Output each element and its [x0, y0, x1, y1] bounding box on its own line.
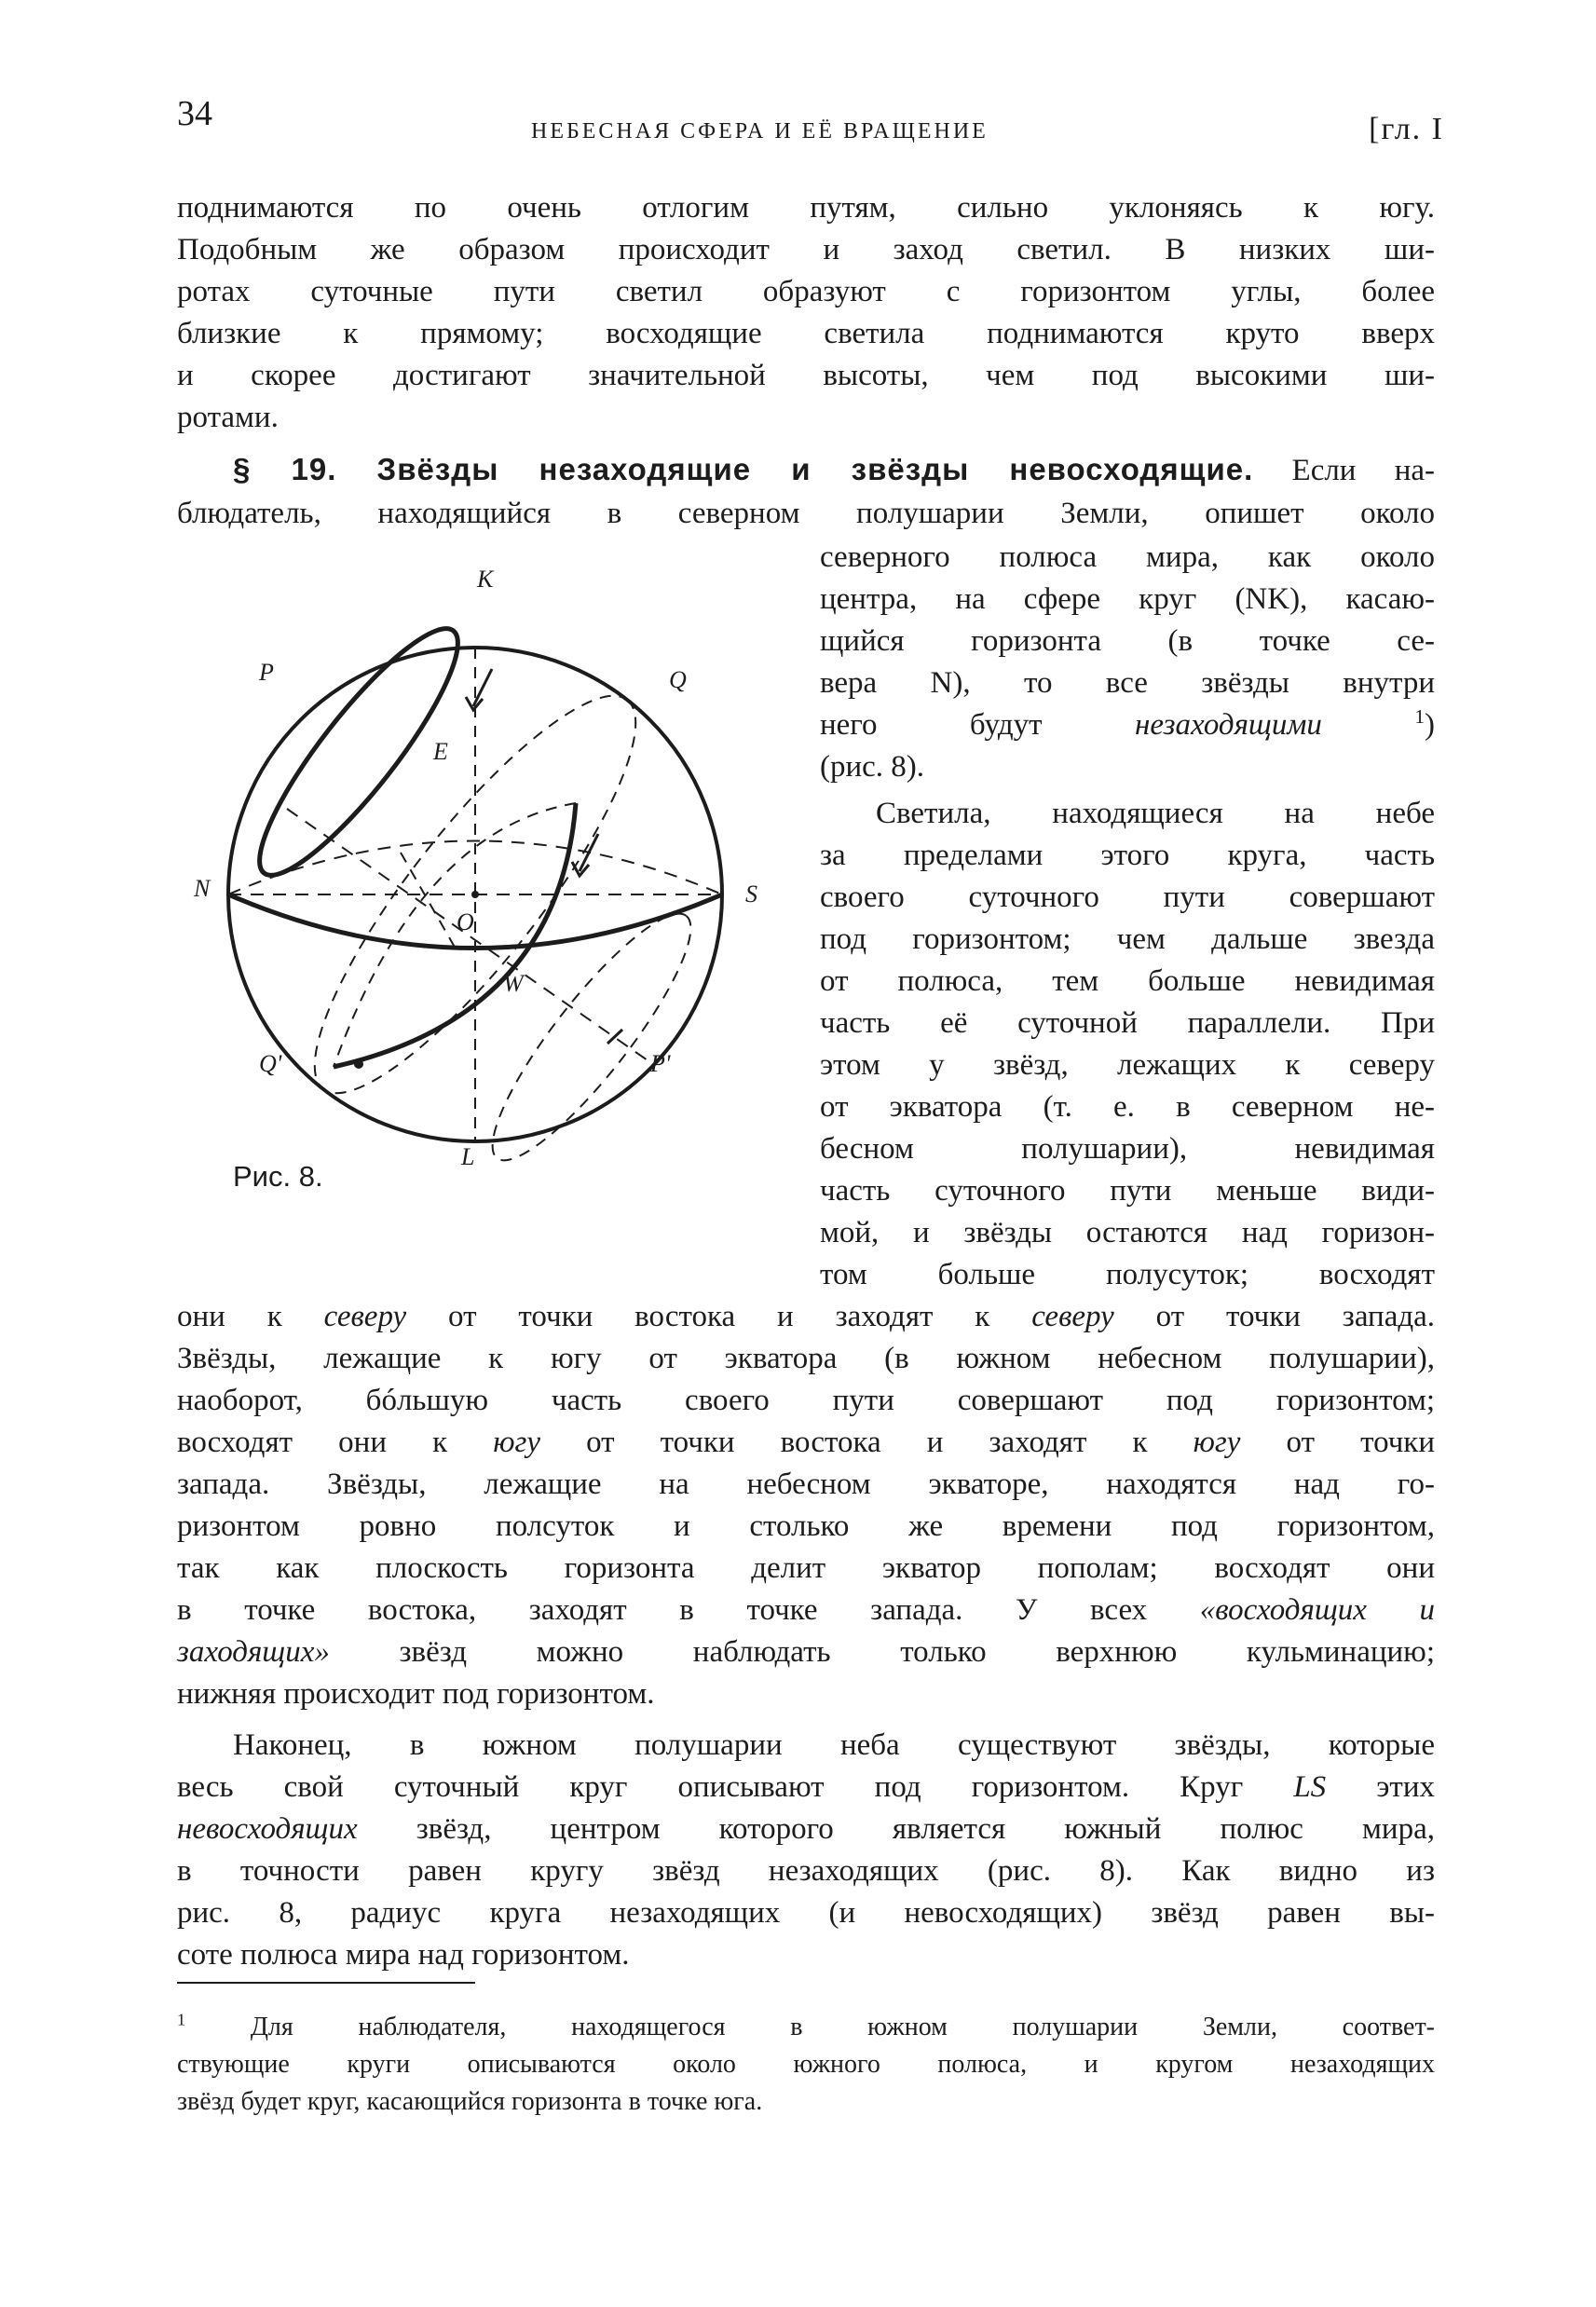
term-severu: северу: [1031, 1300, 1114, 1333]
text-line: (рис. 8).: [820, 750, 925, 784]
text-line: рис. 8, радиус круга незаходящих (и невосходящих) звёзд равен вы-: [177, 1896, 1435, 1930]
text-line: в точности равен кругу звёзд незаходящих (рис. 8). Как видно из: [177, 1854, 1435, 1888]
text-line: весь свой суточный круг описывают под горизонтом. Круг LS этих: [177, 1770, 1435, 1804]
running-title: НЕБЕСНАЯ СФЕРА И ЕЁ ВРАЩЕНИЕ: [531, 119, 989, 143]
text-line: часть суточного пути меньше види-: [820, 1174, 1435, 1208]
text-line: так как плоскость горизонта делит экватор пополам; восходят они: [177, 1551, 1435, 1585]
text-line: под горизонтом; чем дальше звезда: [820, 922, 1435, 956]
text-line: Светила, находящиеся на небе: [876, 797, 1435, 830]
label-q-prime: Q': [259, 1050, 282, 1077]
text-line: северного полюса мира, как около: [820, 540, 1435, 574]
text-line: щийся горизонта (в точке се-: [820, 624, 1435, 658]
label-p-prime: P': [650, 1050, 671, 1077]
diurnal-path-front: [334, 803, 576, 1067]
term-ls: LS: [1293, 1770, 1327, 1804]
star-dot: [354, 1059, 363, 1069]
label-w: W: [503, 970, 524, 997]
text-line: и скорее достигают значительной высоты, чем под высокими ши-: [177, 359, 1435, 392]
center-point: [471, 891, 479, 898]
celestial-sphere-diagram: [177, 550, 773, 1183]
text-line: ризонтом ровно полсуток и столько же времени под горизонтом,: [177, 1509, 1435, 1543]
text-line: невосходящих звёзд, центром которого является южный полюс мира,: [177, 1812, 1435, 1846]
chapter-reference: [гл. I: [1369, 112, 1444, 146]
section-heading: § 19. Звёзды незаходящие и звёзды невосходящие.: [233, 452, 1254, 486]
term-zakhodyashchikh: заходящих»: [177, 1635, 330, 1669]
text-line: ротах суточные пути светил образуют с горизонтом углы, более: [177, 275, 1435, 308]
text-line: от экватора (т. е. в северном не-: [820, 1090, 1435, 1124]
text-line: том больше полусуток; восходят: [820, 1258, 1435, 1291]
term-nevoskhodyashchikh: невосходящих: [177, 1812, 358, 1846]
term-yugu: югу: [1193, 1426, 1241, 1459]
text-line: мой, и звёзды остаются над горизон-: [820, 1216, 1435, 1249]
text-line: наоборот, бóльшую часть своего пути совершают под горизонтом;: [177, 1384, 1435, 1417]
text-line: блюдатель, находящийся в северном полушарии Земли, опишет около: [177, 497, 1435, 530]
page-header: [177, 93, 1444, 149]
footnote-line: звёзд будет круг, касающийся горизонта в точке юга.: [177, 2087, 763, 2116]
text-line: центра, на сфере круг (NK), касаю-: [820, 582, 1435, 616]
figure-8: [177, 550, 773, 1183]
footnote-mark: 1: [1414, 705, 1425, 728]
text-line: Звёзды, лежащие к югу от экватора (в южном небесном полушарии),: [177, 1342, 1435, 1375]
text-fragment: него будут: [820, 708, 1043, 742]
text-line: бесном полушарии), невидимая: [820, 1132, 1435, 1166]
text-line: восходят они к югу от точки востока и заходят к югу от точки: [177, 1426, 1435, 1459]
term-voskhodyashchikh: «восходящих и: [1199, 1593, 1436, 1627]
text-line: поднимаются по очень отлогим путям, сильно уклоняясь к югу.: [177, 191, 1435, 225]
text-line: соте полюса мира над горизонтом.: [177, 1938, 630, 1972]
footnote-rule: [177, 1982, 475, 1984]
label-p: P: [259, 659, 274, 686]
text-line: ротами.: [177, 401, 279, 434]
text-line: Наконец, в южном полушарии неба существуют звёзды, которые: [233, 1728, 1435, 1762]
text-line: своего суточного пути совершают: [820, 880, 1435, 914]
label-l: L: [461, 1143, 475, 1170]
label-e: E: [433, 738, 448, 765]
text-line: запада. Звёзды, лежащие на небесном экваторе, находятся над го-: [177, 1467, 1435, 1501]
figure-caption: Рис. 8.: [233, 1160, 323, 1193]
text-line: за пределами этого круга, часть: [820, 839, 1435, 872]
text-line: они к северу от точки востока и заходят к северу от точки запада.: [177, 1300, 1436, 1333]
text-line: этом у звёзд, лежащих к северу: [820, 1048, 1435, 1082]
text-line: вера N), то все звёзды внутри: [820, 666, 1435, 700]
label-q: Q: [669, 666, 687, 693]
label-o: O: [457, 908, 474, 935]
section-heading-line: [177, 452, 1435, 488]
term-nezakhodyashchie: незаходящими: [1135, 708, 1322, 742]
text-line: заходящих» звёзд можно наблюдать только верхнюю кульминацию;: [177, 1635, 1436, 1669]
text-line: Подобным же образом происходит и заход светил. В низких ши-: [177, 233, 1435, 266]
footnote-line: $^1$ Для наблюдателя, находящегося в южном полушарии Земли, соответ-: [177, 2010, 1436, 2041]
term-yugu: югу: [493, 1426, 540, 1459]
page-number: 34: [177, 94, 212, 133]
label-k: K: [477, 566, 494, 593]
text-fragment: Если на-: [1291, 454, 1435, 487]
text-line: нижняя происходит под горизонтом.: [177, 1677, 655, 1711]
footnote-line: ствующие круги описываются около южного полюса, и кругом незаходящих: [177, 2050, 1435, 2079]
text-line: него будут незаходящими $^1$): [820, 705, 1436, 742]
label-n: N: [194, 875, 211, 902]
meridian-line: [401, 853, 457, 950]
label-s: S: [745, 880, 757, 908]
footnote-number: 1: [177, 2010, 186, 2029]
text-line: часть её суточной параллели. При: [820, 1006, 1435, 1040]
text-line: в точке востока, заходят в точке запада. У всех «восходящих и: [177, 1593, 1436, 1627]
text-line: от полюса, тем больше невидимая: [820, 964, 1435, 998]
term-severu: северу: [323, 1300, 407, 1333]
text-line: близкие к прямому; восходящие светила поднимаются круто вверх: [177, 317, 1435, 350]
